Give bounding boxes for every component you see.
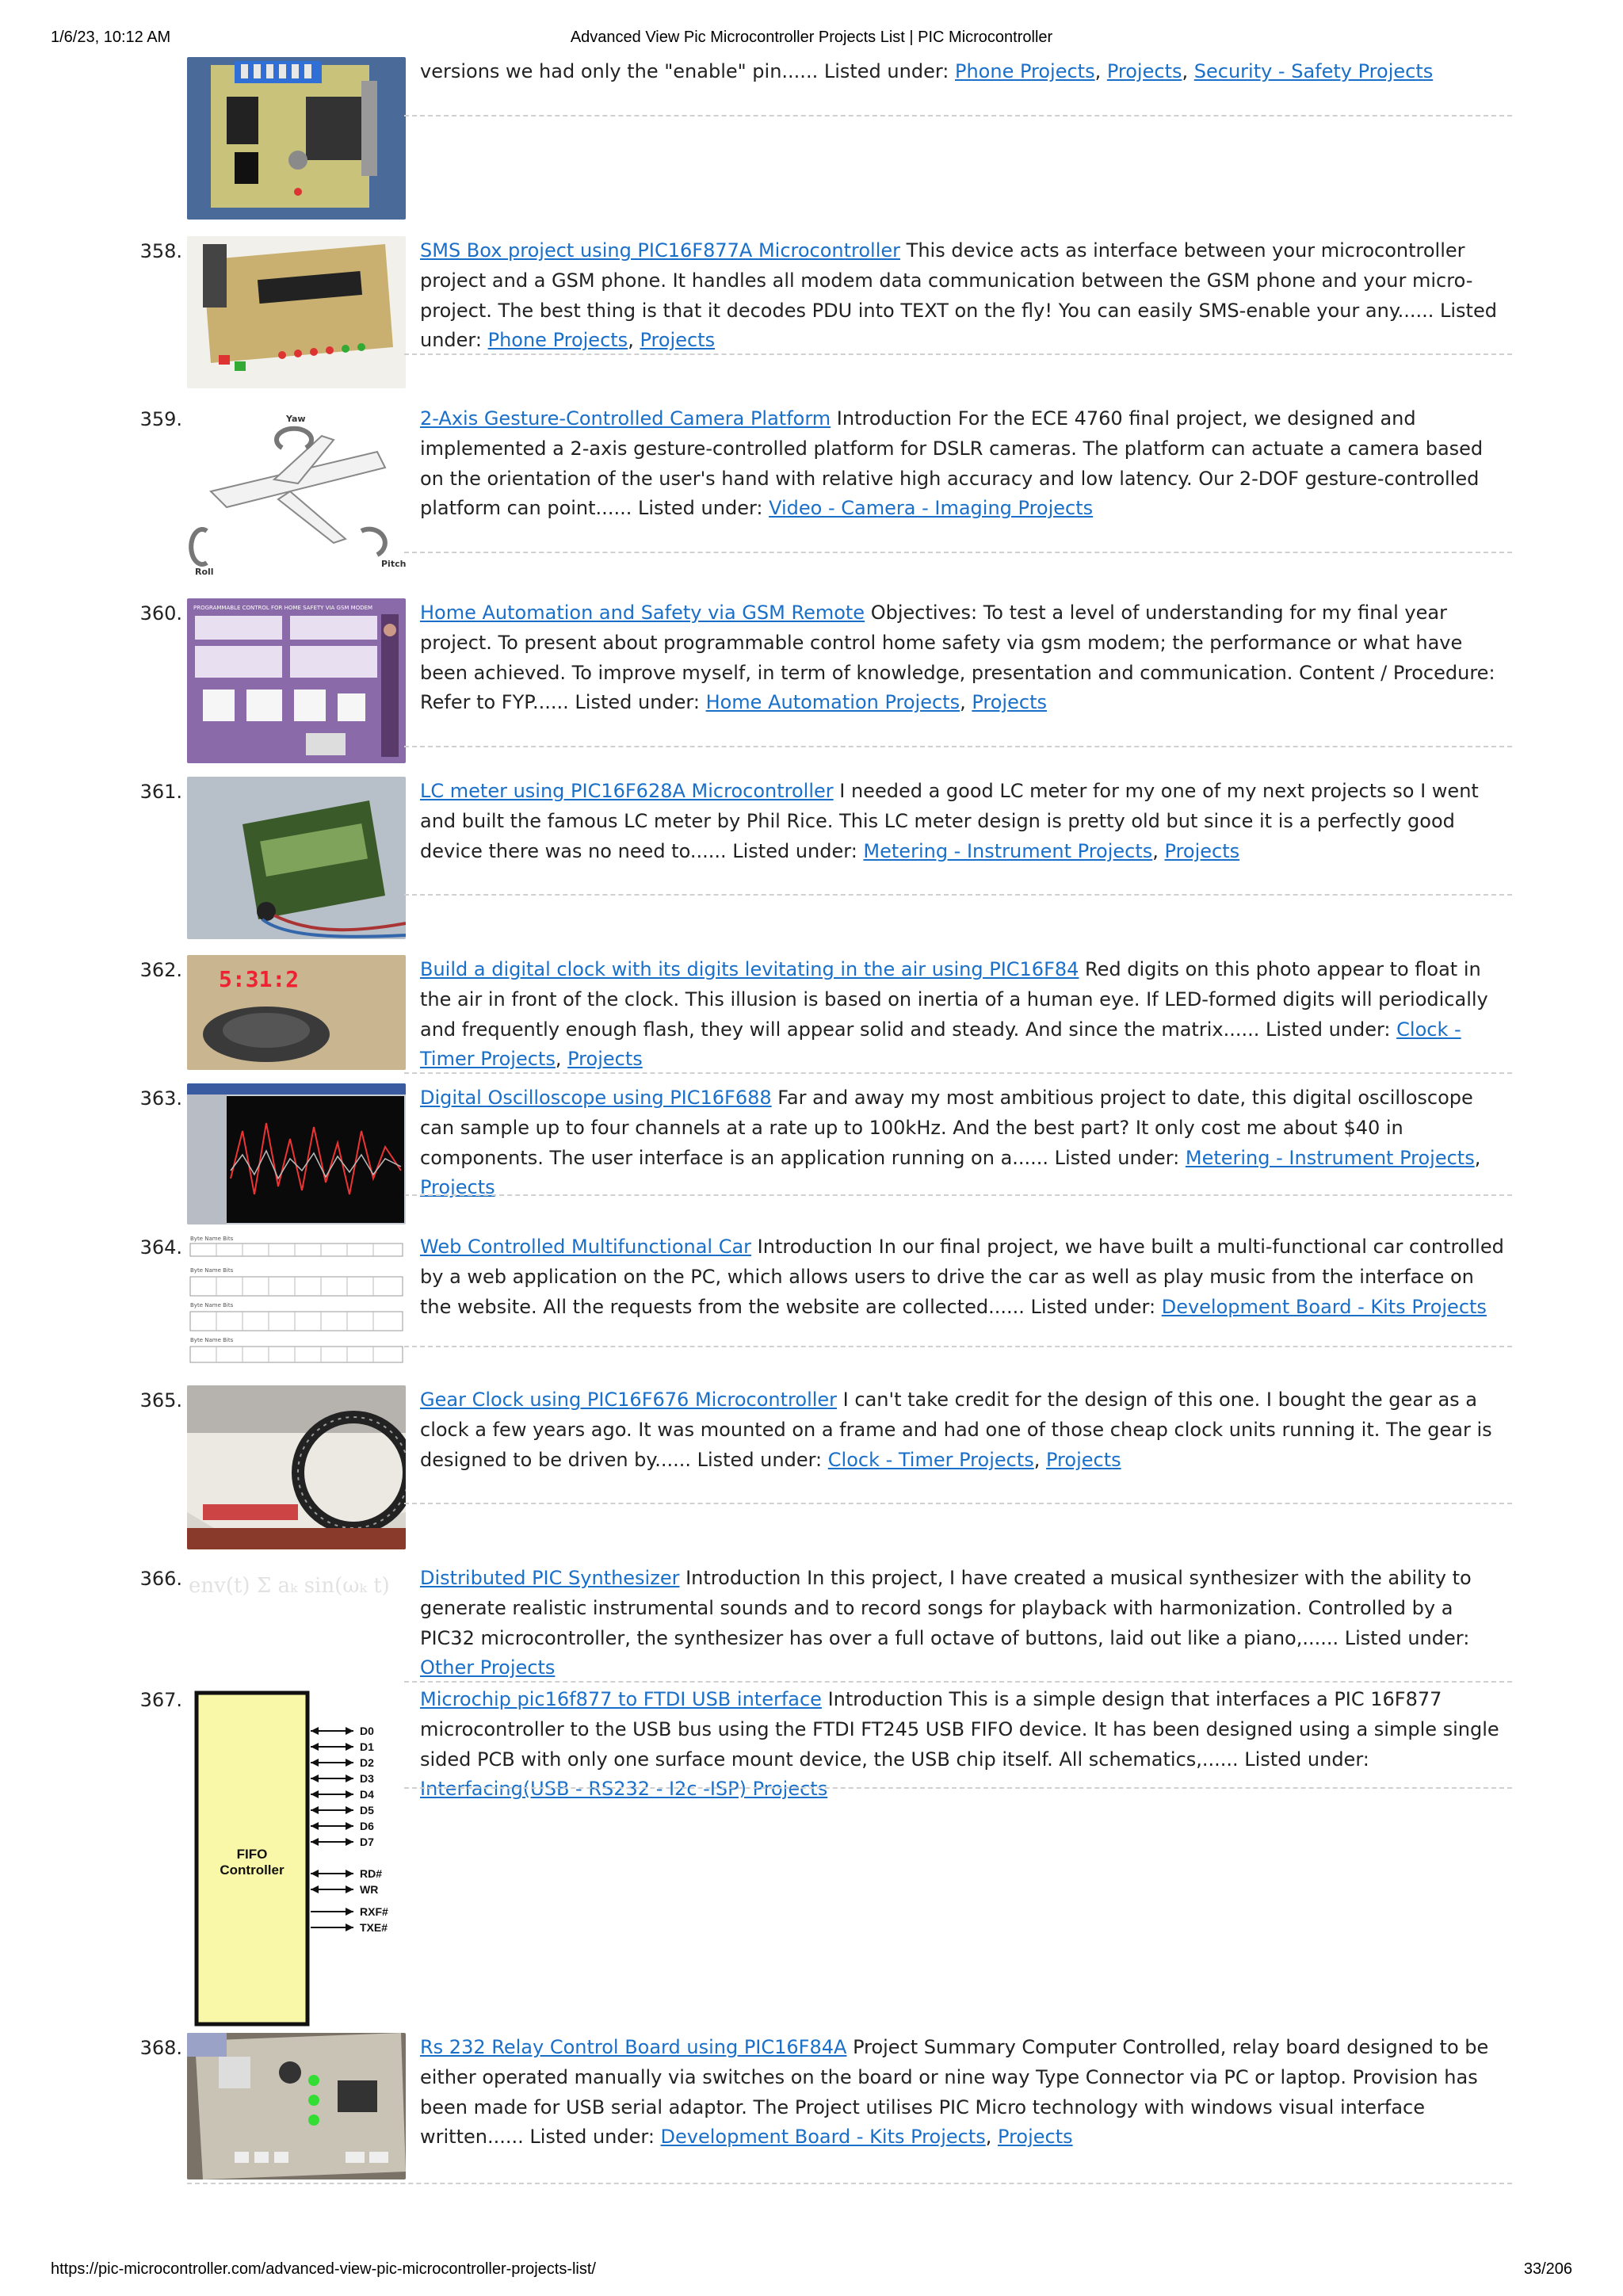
svg-text:Byte Name Bits: Byte Name Bits [190,1236,234,1242]
category-link[interactable]: Projects [1164,839,1240,862]
divider [404,894,1512,896]
entry-number: 358. [139,240,182,262]
category-link[interactable]: Projects [640,329,716,352]
category-link[interactable]: Projects [998,2126,1073,2149]
fifo-pin-label: D6 [360,1820,374,1832]
divider [404,1681,1512,1683]
divider [404,1194,1512,1196]
svg-text:Byte Name Bits: Byte Name Bits [190,1302,234,1308]
thumbnail-image [187,955,406,1070]
fifo-pin-label: WR [360,1883,379,1896]
entry-text: Digital Oscilloscope using PIC16F688 Far and away my most ambitious project to date, this digital oscilloscope can sample up to four channels at a rate up to 100kHz. And the best part? It only cost me about $40 in components. The user interface is an application running on a...... Listed under: Metering - Instrument Projects, Projects [420,1087,1481,1199]
fifo-pin-label: D5 [360,1804,374,1817]
entry-text: Gear Clock using PIC16F676 Microcontroller I can't take credit for the design of this one. I bought the gear as a clock a few years ago. It was mounted on a frame and had one of those cheap clock units running it. The gear is designed to be driven by...... Listed under: Clock - Timer Projects, Projects [420,1389,1492,1471]
category-link[interactable]: Metering - Instrument Projects [863,839,1153,862]
thumbnail-image [187,1232,406,1367]
category-link[interactable]: Home Automation Projects [705,691,960,714]
thumbnail-image [187,777,406,939]
project-title-link[interactable]: Web Controlled Multifunctional Car [420,1236,752,1258]
svg-text:Yaw: Yaw [286,414,306,424]
category-link[interactable]: Phone Projects [955,60,1095,82]
project-title-link[interactable]: Microchip pic16f877 to FTDI USB interface [420,1688,822,1710]
thumbnail-image [187,404,406,579]
divider [404,1346,1512,1347]
entry-text: Microchip pic16f877 to FTDI USB interface Introduction This is a simple design that interfaces a PIC 16F877 microcontroller to the USB bus using the FTDI FT245 USB FIFO device. It has been designed using a simple single sided PCB with only one surface mount device, the USB chip itself. All schematics,...... Listed under: Interfacing(USB - RS232 - I2c -ISP) Projects [420,1688,1499,1801]
entry-text: Home Automation and Safety via GSM Remote Objectives: To test a level of understanding for my final year project. To present about programmable control home safety via gsm modem; the performance or what have been achieved. To improve myself, in term of knowledge, presentation and communication. Content / Procedure: Refer to FYP...... Listed under: Home Automation Projects, Projects [420,602,1495,714]
entry-number: 363. [139,1087,182,1110]
thumbnail-image [187,57,406,220]
fifo-pin-label: D0 [360,1725,374,1737]
fifo-pin-label: RXF# [360,1905,388,1918]
project-title-link[interactable]: Digital Oscilloscope using PIC16F688 [420,1087,772,1109]
fifo-pin-label: D2 [360,1756,374,1769]
thumbnail-image [187,598,406,763]
entry-number: 368. [139,2037,182,2059]
category-link[interactable]: Development Board - Kits Projects [1161,1295,1487,1318]
thumbnail-image [187,1690,406,2030]
category-link[interactable]: Projects [1046,1448,1121,1471]
entry-text: Distributed PIC Synthesizer Introduction In this project, I have created a musical synthesizer with the ability to generate realistic instrumental sounds and to record songs for playback with harmonization. Controlled by a PIC32 microcontroller, the synthesizer has over a full octave of buttons, laid out like a piano,...... Listed under: Other Projects [420,1567,1472,1679]
project-title-link[interactable]: Rs 232 Relay Control Board using PIC16F84A [420,2036,847,2058]
category-link[interactable]: Clock - Timer Projects [420,1018,1461,1071]
category-link[interactable]: Development Board - Kits Projects [660,2126,986,2149]
divider [404,1072,1512,1074]
project-title-link[interactable]: Build a digital clock with its digits levitating in the air using PIC16F84 [420,958,1079,980]
svg-text:env(t) Σ aₖ sin(ωₖ t): env(t) Σ aₖ sin(ωₖ t) [189,1574,390,1598]
svg-text:Roll: Roll [195,567,214,577]
fifo-pin-label: TXE# [360,1921,388,1934]
entry-text: versions we had only the "enable" pin...... Listed under: Phone Projects, Projects, Security - Safety Projects [420,60,1434,82]
divider [404,1787,1512,1789]
print-date: 1/6/23, 10:12 AM [51,29,171,46]
category-link[interactable]: Phone Projects [487,329,628,352]
thumbnail-image [187,1564,406,1611]
divider [404,1503,1512,1504]
svg-text:5:31:2: 5:31:2 [219,966,300,992]
project-title-link[interactable]: Distributed PIC Synthesizer [420,1567,680,1589]
category-link[interactable]: Interfacing(USB - RS232 - I2c -ISP) Projects [420,1778,828,1801]
entry-text: Build a digital clock with its digits levitating in the air using PIC16F84 Red digits on this photo appear to float in the air in front of the clock. This illusion is based on inertia of a human eye. If LED-formed digits will periodically and frequently enough flash, they will appear solid and steady. And since the matrix...... Listed under: Clock - Timer Projects, Projects [420,958,1488,1071]
entry-number: 367. [139,1689,182,1711]
print-url: https://pic-microcontroller.com/advanced-view-pic-microcontroller-projects-list/ [51,2260,596,2278]
category-link[interactable]: Projects [1106,60,1182,82]
entry-number: 359. [139,408,182,430]
divider [187,2183,1512,2184]
project-title-link[interactable]: 2-Axis Gesture-Controlled Camera Platform [420,407,831,430]
svg-text:PROGRAMMABLE CONTROL FOR HOME: PROGRAMMABLE CONTROL FOR HOME SAFETY VIA GSM MODEM [193,605,373,611]
thumbnail-image [187,1083,406,1224]
fifo-pin-label: D3 [360,1772,374,1785]
thumbnail-image [187,2033,406,2179]
category-link[interactable]: Projects [420,1176,495,1199]
category-link[interactable]: Metering - Instrument Projects [1185,1146,1475,1169]
entry-text: Web Controlled Multifunctional Car Introduction In our final project, we have built a multi-functional car controlled by a web application on the PC, which allows users to drive the car as well as play music from the interface on the website. All the requests from the website are collected...... Listed under: Development Board - Kits Projects [420,1236,1504,1318]
entry-text: LC meter using PIC16F628A Microcontroller I needed a good LC meter for my one of my next projects so I went and built the famous LC meter by Phil Rice. This LC meter design is pretty old but since it is a perfectly good device there was no need to...... Listed under: Metering - Instrument Projects, Projects [420,780,1479,862]
divider [404,746,1512,747]
entry-number: 361. [139,781,182,803]
thumbnail-image [187,236,406,388]
divider [404,353,1512,355]
project-title-link[interactable]: LC meter using PIC16F628A Microcontroller [420,780,834,802]
category-link[interactable]: Clock - Timer Projects [827,1448,1034,1471]
category-link[interactable]: Security - Safety Projects [1193,60,1434,82]
svg-text:Byte Name Bits: Byte Name Bits [190,1267,234,1274]
entry-number: 365. [139,1389,182,1412]
category-link[interactable]: Video - Camera - Imaging Projects [769,497,1094,520]
fifo-pin-label: D7 [360,1836,374,1848]
svg-text:Controller: Controller [220,1862,285,1878]
page-number: 33/206 [1523,2260,1572,2278]
project-title-link[interactable]: SMS Box project using PIC16F877A Microcontroller [420,239,901,262]
print-footer [51,2260,1572,2283]
print-header [51,29,1572,51]
entry-text: 2-Axis Gesture-Controlled Camera Platform Introduction For the ECE 4760 final project, we designed and implemented a 2-axis gesture-controlled platform for DSLR cameras. The platform can actuate a camera based on the orientation of the user's hand with relative high accuracy and low latency. Our 2-DOF gesture-controlled platform can point...... Listed under: Video - Camera - Imaging Projects [420,407,1484,520]
project-title-link[interactable]: Home Automation and Safety via GSM Remote [420,602,865,624]
fifo-pin-label: RD# [360,1867,383,1880]
entry-number: 360. [139,602,182,625]
svg-text:FIFO: FIFO [236,1847,268,1862]
entry-text: Rs 232 Relay Control Board using PIC16F84A Project Summary Computer Controlled, relay board designed to be either operated manually via switches on the board or nine way Type Connector via PC or laptop. Provision has been made for USB serial adaptor. The Project utilises PIC Micro technology with windows visual interface written...... Listed under: Development Board - Kits Projects, Projects [420,2036,1489,2149]
entry-number: 366. [139,1568,182,1590]
entry-text: SMS Box project using PIC16F877A Microcontroller This device acts as interface between your microcontroller project and a GSM phone. It handles all modem data communication between the GSM phone and your micro-project. The best thing is that it decodes PDU into TEXT on the fly! You can easily SMS-enable your any...... Listed under: Phone Projects, Projects [420,239,1497,352]
category-link[interactable]: Projects [972,691,1047,714]
category-link[interactable]: Projects [567,1048,643,1071]
svg-text:Byte Name Bits: Byte Name Bits [190,1337,234,1343]
svg-text:Pitch: Pitch [381,559,406,569]
category-link[interactable]: Other Projects [420,1656,556,1679]
divider [404,552,1512,553]
divider [404,115,1512,117]
project-title-link[interactable]: Gear Clock using PIC16F676 Microcontroller [420,1389,838,1411]
entry-number: 364. [139,1236,182,1259]
fifo-pin-label: D1 [360,1740,374,1753]
entry-number: 362. [139,959,182,981]
fifo-pin-label: D4 [360,1788,374,1801]
print-title: Advanced View Pic Microcontroller Projects List | PIC Microcontroller [570,29,1053,46]
thumbnail-image [187,1385,406,1549]
